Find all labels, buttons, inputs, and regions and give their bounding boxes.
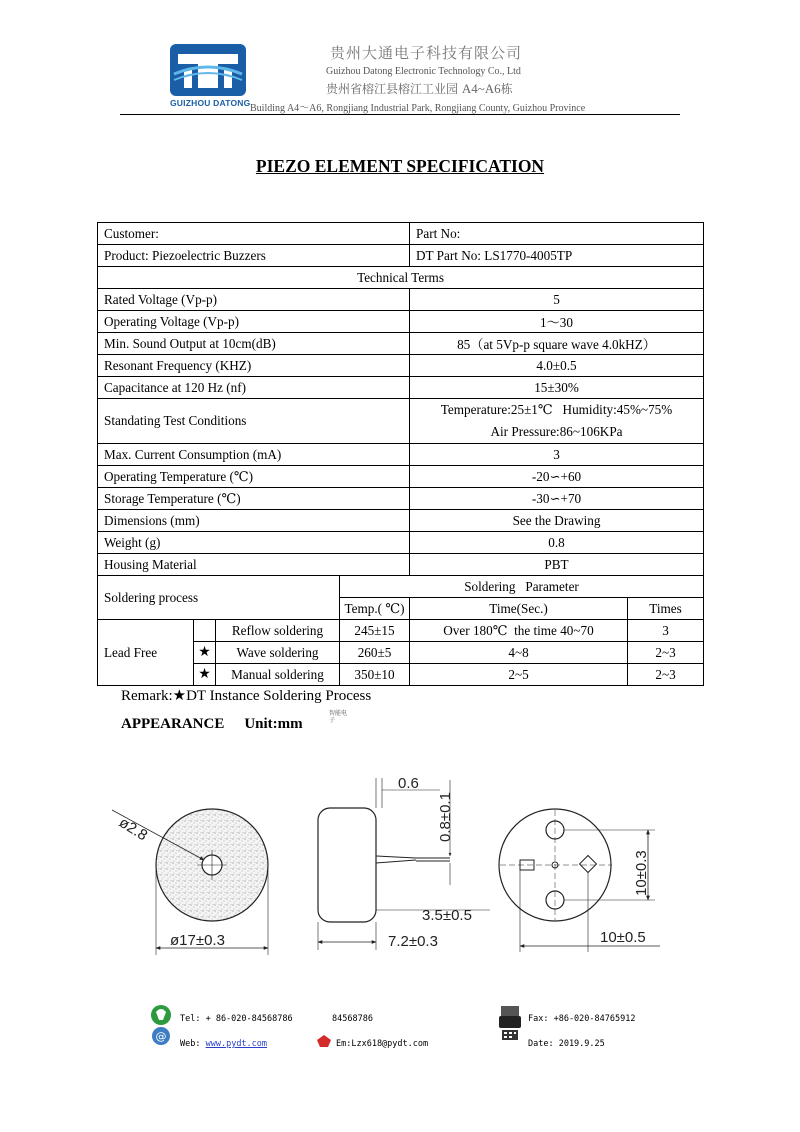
process-time: 4~8 (410, 642, 628, 664)
email-icon (316, 1034, 332, 1048)
spec-value (410, 399, 704, 444)
side-view (318, 775, 490, 950)
table-row (98, 488, 704, 510)
spec-label: Operating Temperature (℃) (98, 466, 410, 488)
process-times: 2~3 (628, 664, 704, 686)
dt-part-no-cell: DT Part No: LS1770-4005TP (410, 245, 704, 267)
table-row (98, 532, 704, 554)
soldering-parameter-header: Soldering Parameter (340, 576, 704, 598)
dim-pin-spacing-h: 10±0.5 (600, 929, 646, 946)
col-time-header: Time(Sec.) (410, 598, 628, 620)
appearance-heading (121, 716, 303, 733)
table-row (98, 620, 704, 642)
process-time: 2~5 (410, 664, 628, 686)
footer-tel: Tel: + 86-020-84568786 (180, 1014, 293, 1024)
col-times-header: Times (628, 598, 704, 620)
process-temp: 350±10 (340, 664, 410, 686)
tiny-note: 智能电 子 (329, 710, 348, 724)
product-cell: Product: Piezoelectric Buzzers (98, 245, 410, 267)
table-row (98, 510, 704, 532)
part-no-cell: Part No: (410, 223, 704, 245)
dimension-drawing (100, 760, 700, 980)
dim-pin-spacing-v: 10±0.3 (633, 850, 650, 896)
spec-label: Resonant Frequency (KHZ) (98, 355, 410, 377)
spec-label: Operating Voltage (Vp-p) (98, 311, 410, 333)
dim-outer-diameter: ø17±0.3 (170, 932, 225, 949)
table-row (98, 554, 704, 576)
test-conditions-line-2: Air Pressure:86~106KPa (490, 424, 623, 439)
address-en: Building A4～A6, Rongjiang Industrial Park, Rongjiang County, Guizhou Province (250, 103, 586, 114)
company-name-cn: 贵州大通电子科技有限公司 (330, 44, 523, 62)
table-row (98, 466, 704, 488)
table-row (98, 377, 704, 399)
address-cn: 贵州省榕江县榕江工业园 A4~A6栋 (326, 81, 513, 96)
process-times: 2~3 (628, 642, 704, 664)
star-icon: ★ (194, 664, 216, 686)
spec-value: 5 (410, 289, 704, 311)
dim-hole-diameter: ø2.8 (115, 813, 151, 845)
header-divider (120, 114, 680, 115)
logo-registered-mark: ® (238, 86, 244, 93)
spec-value: 0.8 (410, 532, 704, 554)
spec-table (97, 222, 704, 686)
spec-value: 1～30 (410, 311, 704, 333)
spec-label: Dimensions (mm) (98, 510, 410, 532)
process-temp: 260±5 (340, 642, 410, 664)
spec-label: Storage Temperature (℃) (98, 488, 410, 510)
website-link[interactable]: www.pydt.com (205, 1039, 268, 1049)
table-row (98, 444, 704, 466)
process-name: Manual soldering (216, 664, 340, 686)
footer-web: Web: www.pydt.com (180, 1039, 268, 1049)
spec-value: See the Drawing (410, 510, 704, 532)
test-conditions-line-1: Temperature:25±1℃ Humidity:45%~75% (440, 402, 673, 417)
page-title: PIEZO ELEMENT SPECIFICATION (255, 156, 545, 176)
phone-globe-icon (150, 1004, 172, 1046)
dim-pin-width: 0.8±0.1 (437, 792, 454, 842)
table-row (98, 267, 704, 289)
dim-body-height: 7.2±0.3 (388, 933, 438, 950)
process-times: 3 (628, 620, 704, 642)
fax-icon (498, 1004, 522, 1042)
spec-label: Weight (g) (98, 532, 410, 554)
table-row (98, 399, 704, 444)
technical-terms-header: Technical Terms (98, 267, 704, 289)
star-cell-empty (194, 620, 216, 642)
spec-label: Min. Sound Output at 10cm(dB) (98, 333, 410, 355)
process-time: Over 180℃ the time 40~70 (410, 620, 628, 642)
footer-fax: Fax: +86-020-84765912 (528, 1014, 636, 1024)
customer-cell: Customer: (98, 223, 410, 245)
footer-date: Date: 2019.9.25 (528, 1039, 605, 1049)
star-icon: ★ (194, 642, 216, 664)
process-name: Wave soldering (216, 642, 340, 664)
table-row (98, 355, 704, 377)
soldering-process-label: Soldering process (98, 576, 340, 620)
spec-label: Max. Current Consumption (mA) (98, 444, 410, 466)
company-logo (170, 44, 246, 106)
spec-value: -30∽+70 (410, 488, 704, 510)
table-row (98, 576, 704, 598)
remark-text: Remark:★DT Instance Soldering Process (121, 688, 372, 704)
spec-value: 4.0±0.5 (410, 355, 704, 377)
footer-email[interactable]: Em:Lzx618@pydt.com (336, 1039, 429, 1049)
appearance-unit: Unit:mm (244, 716, 303, 732)
col-temp-header: Temp.( ℃) (340, 598, 410, 620)
buzzer-body-side (318, 808, 376, 922)
table-row (98, 289, 704, 311)
spec-label: Capacitance at 120 Hz (nf) (98, 377, 410, 399)
table-row (98, 333, 704, 355)
process-name: Reflow soldering (216, 620, 340, 642)
table-row (98, 223, 704, 245)
lead-free-label: Lead Free (98, 620, 194, 686)
spec-value: PBT (410, 554, 704, 576)
logo-text: GUIZHOU DATONG (170, 98, 251, 108)
appearance-title: APPEARANCE (121, 716, 225, 732)
table-row (98, 311, 704, 333)
spec-value: 15±30% (410, 377, 704, 399)
table-row (98, 245, 704, 267)
process-temp: 245±15 (340, 620, 410, 642)
front-view (112, 809, 268, 955)
spec-value: 85（at 5Vp-p square wave 4.0kHZ） (410, 333, 704, 355)
bottom-view (499, 809, 660, 952)
spec-label: Housing Material (98, 554, 410, 576)
company-name-en: Guizhou Datong Electronic Technology Co., Ltd (326, 66, 521, 77)
dim-thickness: 0.6 (398, 775, 419, 792)
dim-pin-length: 3.5±0.5 (422, 907, 472, 924)
spec-value: 3 (410, 444, 704, 466)
spec-label: Standating Test Conditions (98, 399, 410, 444)
spec-value: -20∽+60 (410, 466, 704, 488)
spec-label: Rated Voltage (Vp-p) (98, 289, 410, 311)
footer-tel-2: 84568786 (332, 1014, 373, 1024)
svg-text:@: @ (155, 1030, 167, 1043)
